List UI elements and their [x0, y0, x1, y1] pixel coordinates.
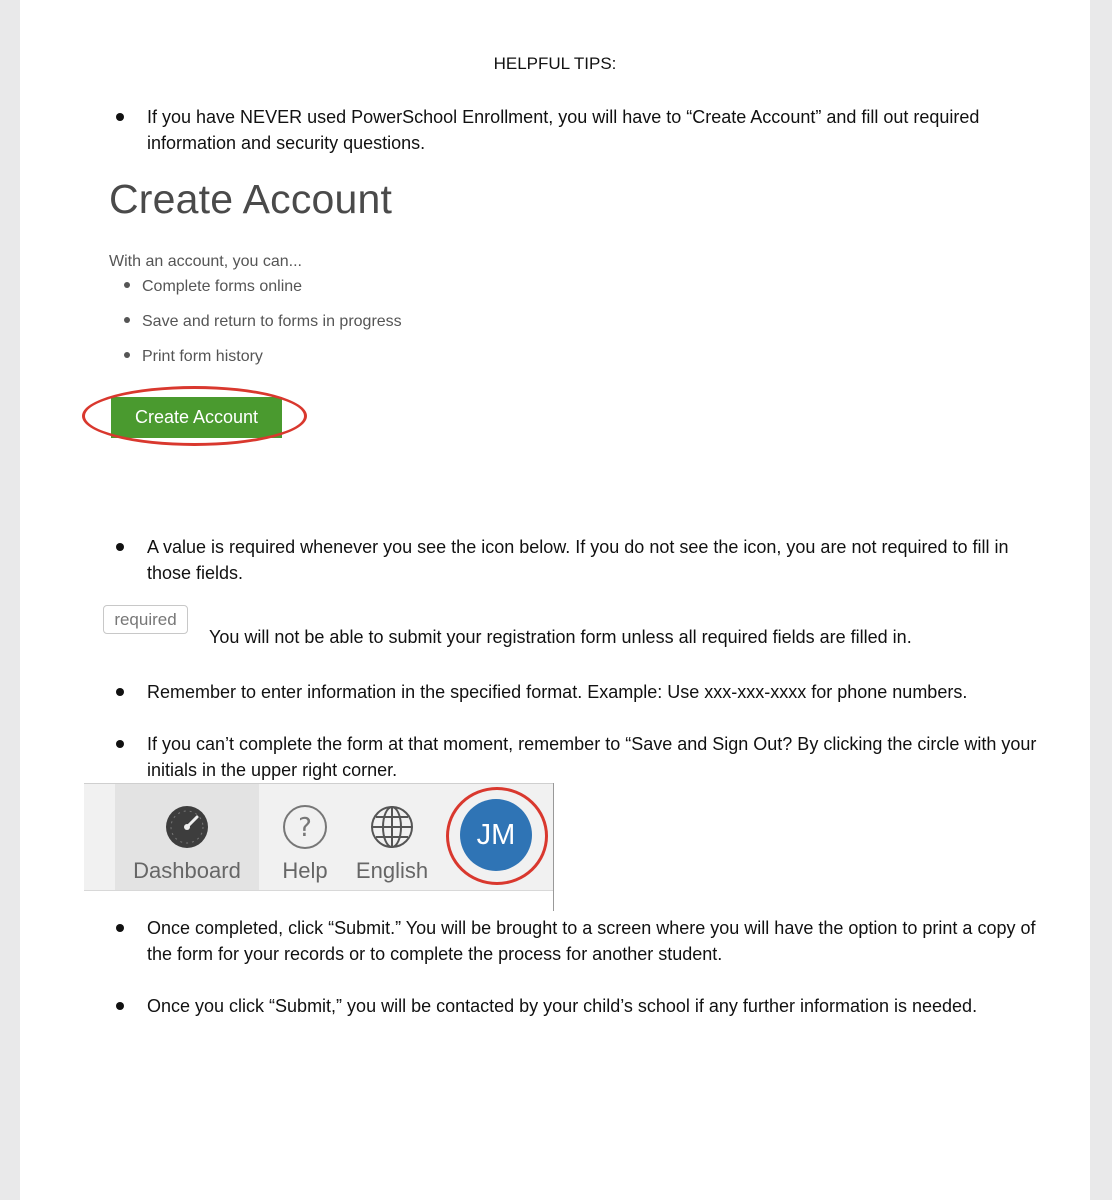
- nav-dashboard-label: Dashboard: [133, 858, 241, 883]
- bullet-icon: [124, 352, 130, 358]
- help-question-icon: [282, 804, 328, 850]
- feature-list-item: Print form history: [124, 348, 263, 366]
- tip-text: If you can’t complete the form at that moment, remember to “Save and Sign Out? By clicking the circle with your initials in the upper right corner.: [147, 734, 1037, 780]
- tip-text: Remember to enter information in the specified format. Example: Use xxx-xxx-xxxx for phone numbers.: [147, 682, 968, 702]
- bullet-icon: [124, 317, 130, 323]
- nav-help[interactable]: [270, 804, 340, 884]
- bullet-icon: [116, 1002, 124, 1010]
- create-account-heading: Create Account: [109, 176, 393, 222]
- required-note: You will not be able to submit your registration form unless all required fields are filled in.: [209, 627, 912, 647]
- nav-language-label: English: [355, 858, 429, 883]
- dashboard-gauge-icon: [164, 804, 210, 850]
- bullet-icon: [116, 113, 124, 121]
- page-title: HELPFUL TIPS:: [493, 54, 617, 73]
- bullet-icon: [116, 688, 124, 696]
- tip-text: Once you click “Submit,” you will be contacted by your child’s school if any further information is needed.: [147, 996, 978, 1016]
- nav-dashboard[interactable]: [115, 784, 259, 890]
- highlight-circle: [82, 386, 307, 446]
- tip-text: A value is required whenever you see the icon below. If you do not see the icon, you are not required to fill in those fields.: [147, 537, 1009, 583]
- create-account-button[interactable]: Create Account: [111, 397, 282, 438]
- nav-language[interactable]: [352, 804, 432, 884]
- svg-text:?: ?: [298, 813, 312, 843]
- user-avatar-button[interactable]: JM: [460, 799, 532, 871]
- tip-text: Once completed, click “Submit.” You will be brought to a screen where you will have the option to print a copy of the form for your records or to complete the process for another student.: [147, 918, 1036, 964]
- bullet-icon: [116, 924, 124, 932]
- globe-icon: [369, 804, 415, 850]
- bullet-icon: [124, 282, 130, 288]
- navbar-screenshot: [84, 783, 554, 891]
- bullet-icon: [116, 543, 124, 551]
- highlight-circle: [446, 787, 548, 885]
- feature-list-item: Complete forms online: [124, 278, 302, 296]
- bullet-icon: [116, 740, 124, 748]
- feature-list-item: Save and return to forms in progress: [124, 313, 402, 331]
- create-account-intro: With an account, you can...: [109, 253, 302, 270]
- nav-help-label: Help: [282, 858, 328, 883]
- tip-text: If you have NEVER used PowerSchool Enrollment, you will have to “Create Account” and fill out required information and security questions.: [147, 107, 980, 153]
- divider: [553, 783, 554, 911]
- required-badge: required: [103, 605, 188, 634]
- document-page: [20, 0, 1090, 1200]
